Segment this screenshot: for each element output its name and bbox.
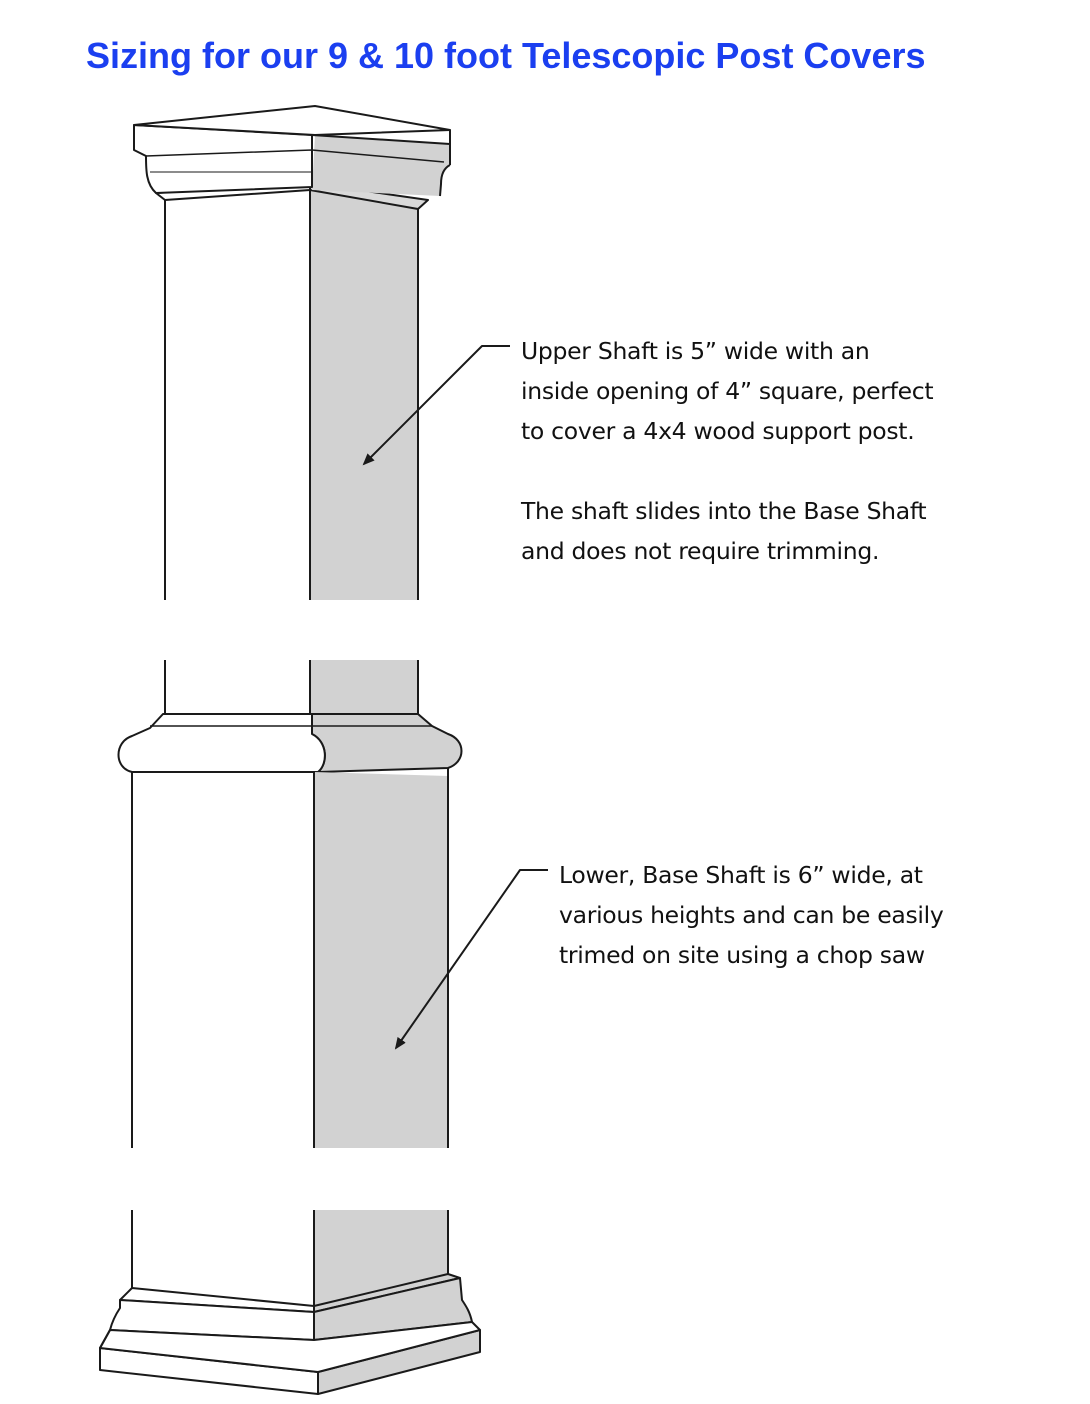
upper-note-line: and does not require trimming.: [521, 537, 880, 565]
upper-note-line: The shaft slides into the Base Shaft: [521, 497, 927, 525]
base-shaft-upper: [165, 660, 418, 720]
upper-shaft-note: [521, 331, 933, 571]
upper-note-line: Upper Shaft is 5” wide with an: [521, 337, 870, 365]
upper-shaft: [165, 190, 418, 600]
base-plinth: [100, 1274, 480, 1394]
base-shaft-note: [559, 855, 943, 975]
base-note-line: trimed on site using a chop saw: [559, 941, 925, 969]
collar-molding: [119, 714, 462, 778]
upper-note-line: to cover a 4x4 wood support post.: [521, 417, 915, 445]
base-note-line: Lower, Base Shaft is 6” wide, at: [559, 861, 923, 889]
post-cap: [134, 106, 450, 209]
page-title: Sizing for our 9 & 10 foot Telescopic Post Covers: [86, 35, 926, 76]
base-note-line: various heights and can be easily: [559, 901, 944, 929]
upper-note-line: inside opening of 4” square, perfect: [521, 377, 934, 405]
base-shaft: [132, 772, 448, 1148]
